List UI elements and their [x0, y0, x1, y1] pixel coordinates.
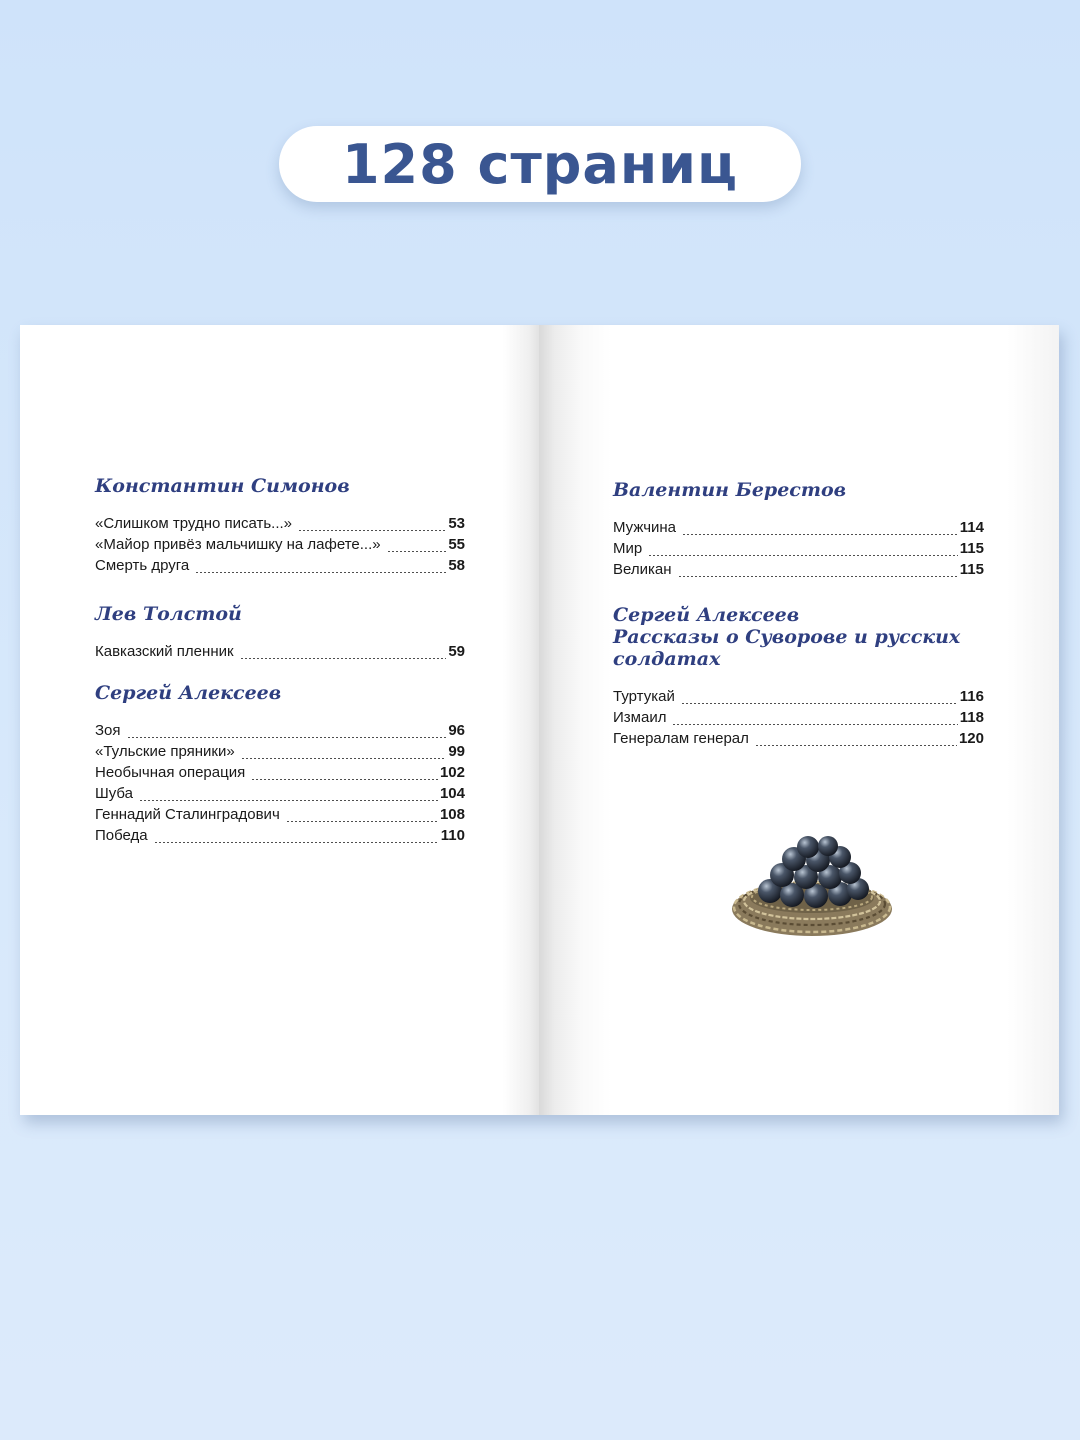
section-author-line: Сергей Алексеев: [613, 604, 800, 626]
toc-leader-dots: [298, 530, 446, 531]
pages-count-banner: [279, 126, 801, 202]
cannonball-icon: [758, 836, 869, 908]
toc-entry[interactable]: [613, 519, 984, 540]
toc-entry[interactable]: [95, 764, 465, 785]
toc-entry-page: 116: [959, 688, 984, 705]
section-author: Лев Толстой: [95, 603, 242, 625]
toc-list: [95, 722, 465, 848]
toc-entry-page: 115: [959, 540, 984, 557]
toc-entry[interactable]: [95, 515, 465, 536]
section-author: Сергей Алексеев: [95, 682, 282, 704]
toc-entry[interactable]: [95, 557, 465, 578]
toc-leader-dots: [127, 737, 447, 738]
toc-leader-dots: [755, 745, 957, 746]
toc-section-berestov: [613, 479, 984, 582]
toc-leader-dots: [681, 703, 958, 704]
toc-leader-dots: [195, 572, 446, 573]
toc-list: [95, 643, 465, 664]
toc-list: [95, 515, 465, 578]
toc-entry-title: Победа: [95, 827, 148, 844]
toc-entry[interactable]: [95, 743, 465, 764]
toc-entry-page: 118: [959, 709, 984, 726]
toc-entry-title: «Тульские пряники»: [95, 743, 235, 760]
toc-section-simonov: [95, 475, 465, 578]
toc-entry-page: 108: [439, 806, 465, 823]
toc-leader-dots: [682, 534, 958, 535]
toc-entry-page: 59: [448, 643, 465, 660]
toc-entry-title: Кавказский пленник: [95, 643, 234, 660]
toc-leader-dots: [648, 555, 958, 556]
toc-entry-page: 104: [439, 785, 465, 802]
toc-entry[interactable]: [95, 806, 465, 827]
toc-entry-title: Великан: [613, 561, 672, 578]
open-book: [20, 325, 1059, 1115]
toc-entry-title: «Майор привёз мальчишку на лафете...»: [95, 536, 381, 553]
toc-entry-title: Туртукай: [613, 688, 675, 705]
toc-entry[interactable]: [613, 688, 984, 709]
toc-section-tolstoy: [95, 603, 465, 664]
toc-entry-page: 110: [440, 827, 465, 844]
toc-entry-title: Необычная операция: [95, 764, 246, 781]
toc-entry[interactable]: [95, 827, 465, 848]
toc-entry-title: Измаил: [613, 709, 667, 726]
toc-leader-dots: [678, 576, 958, 577]
toc-entry-page: 55: [448, 536, 465, 553]
toc-entry-title: Генералам генерал: [613, 730, 749, 747]
section-author: Константин Симонов: [95, 475, 350, 497]
toc-entry-page: 99: [448, 743, 465, 760]
left-page: [20, 325, 539, 1115]
right-page: [539, 325, 1059, 1115]
toc-leader-dots: [240, 658, 447, 659]
toc-leader-dots: [387, 551, 447, 552]
toc-list: [613, 688, 984, 751]
toc-entry[interactable]: [613, 730, 984, 751]
toc-entry-title: Геннадий Сталинградович: [95, 806, 280, 823]
toc-entry[interactable]: [613, 561, 984, 582]
toc-entry[interactable]: [613, 540, 984, 561]
section-subtitle-line: Рассказы о Суворове и русских: [613, 626, 961, 648]
pages-count-label: 128 страниц: [341, 132, 739, 196]
toc-entry-page: 102: [439, 764, 465, 781]
toc-section-alekseev-suvorov: [613, 604, 984, 751]
toc-entry-page: 120: [958, 730, 984, 747]
toc-leader-dots: [251, 779, 438, 780]
toc-entry-page: 114: [959, 519, 984, 536]
section-subtitle-line: солдатах: [613, 648, 721, 670]
toc-entry-title: Шуба: [95, 785, 134, 802]
toc-entry[interactable]: [95, 536, 465, 557]
toc-entry-title: Мир: [613, 540, 643, 557]
toc-entry-page: 53: [448, 515, 465, 532]
toc-leader-dots: [241, 758, 447, 759]
toc-entry-title: Зоя: [95, 722, 121, 739]
toc-entry-title: Смерть друга: [95, 557, 190, 574]
toc-entry-page: 115: [959, 561, 984, 578]
toc-entry-page: 58: [448, 557, 465, 574]
toc-entry[interactable]: [95, 722, 465, 743]
toc-entry[interactable]: [95, 643, 465, 664]
toc-entry-title: Мужчина: [613, 519, 677, 536]
toc-entry[interactable]: [613, 709, 984, 730]
toc-leader-dots: [286, 821, 438, 822]
toc-leader-dots: [139, 800, 438, 801]
toc-leader-dots: [672, 724, 957, 725]
cannonballs-basket-illustration: [730, 835, 896, 939]
toc-leader-dots: [154, 842, 439, 843]
toc-entry-title: «Слишком трудно писать...»: [95, 515, 293, 532]
section-author: Валентин Берестов: [613, 479, 847, 501]
toc-entry-page: 96: [448, 722, 465, 739]
toc-section-alekseev: [95, 682, 465, 848]
toc-list: [613, 519, 984, 582]
toc-entry[interactable]: [95, 785, 465, 806]
